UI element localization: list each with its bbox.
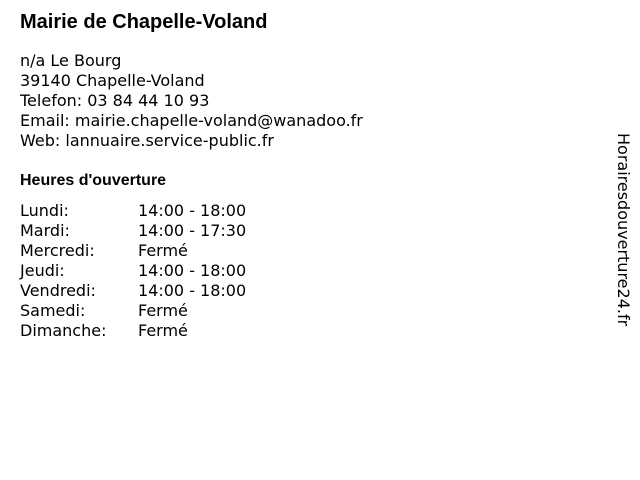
day-label: Dimanche: — [20, 321, 107, 340]
place-card — [20, 10, 600, 341]
day-label: Lundi: — [20, 201, 69, 220]
day-label: Vendredi: — [20, 281, 96, 300]
hours-row-saturday — [20, 301, 600, 321]
hours-row-wednesday — [20, 241, 600, 261]
place-title: Mairie de Chapelle-Voland — [20, 11, 268, 33]
address-city: 39140 Chapelle-Voland — [20, 71, 205, 90]
hours-title: Heures d'ouverture — [20, 172, 167, 189]
web-line — [20, 131, 600, 151]
day-hours: 14:00 - 18:00 — [138, 261, 247, 280]
email-label: Email: — [20, 111, 70, 130]
day-hours: 14:00 - 18:00 — [138, 201, 247, 220]
hours-row-friday — [20, 281, 600, 301]
hours-row-thursday — [20, 261, 600, 281]
web-label: Web: — [20, 131, 61, 150]
hours-row-sunday — [20, 321, 600, 341]
phone-number[interactable]: 03 84 44 10 93 — [87, 91, 210, 110]
hours-table — [20, 201, 600, 341]
day-hours: Fermé — [138, 241, 188, 260]
email-line — [20, 111, 600, 131]
phone-line — [20, 91, 600, 111]
web-link[interactable]: lannuaire.service-public.fr — [65, 131, 274, 150]
day-label: Jeudi: — [20, 261, 65, 280]
day-label: Mercredi: — [20, 241, 95, 260]
day-hours: 14:00 - 17:30 — [138, 221, 247, 240]
day-hours: Fermé — [138, 321, 188, 340]
site-watermark: Horairesdouverture24.fr — [614, 133, 633, 327]
address-street: n/a Le Bourg — [20, 51, 122, 70]
hours-row-tuesday — [20, 221, 600, 241]
day-hours: Fermé — [138, 301, 188, 320]
phone-label: Telefon: — [20, 91, 83, 110]
hours-row-monday — [20, 201, 600, 221]
email-link[interactable]: mairie.chapelle-voland@wanadoo.fr — [74, 111, 363, 130]
day-label: Samedi: — [20, 301, 86, 320]
day-label: Mardi: — [20, 221, 70, 240]
day-hours: 14:00 - 18:00 — [138, 281, 247, 300]
